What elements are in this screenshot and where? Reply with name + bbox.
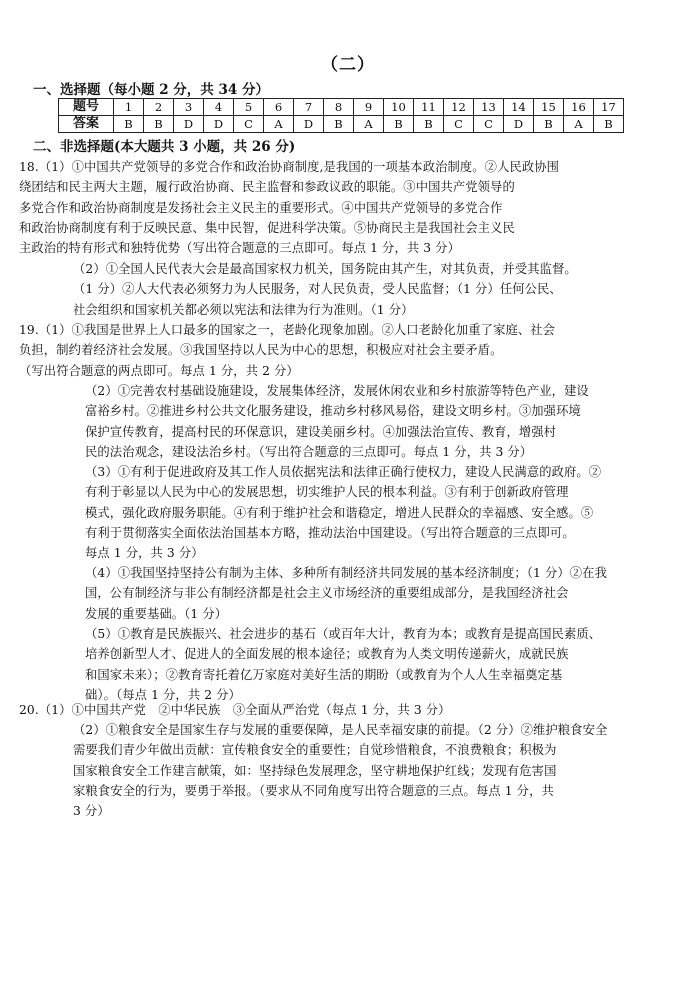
text-line: 主政治的特有形式和独特优势（写出符合题意的三点即可。每点 1 分，共 3 分） bbox=[19, 241, 460, 256]
text-line: 有利于贯彻落实全面依法治国基本方略，推动法治中国建设。（写出符合题意的三点即可。 bbox=[85, 525, 575, 540]
answer-cell: B bbox=[594, 116, 624, 133]
row-label-number: 题号 bbox=[59, 99, 114, 116]
answer-cell: A bbox=[354, 116, 384, 133]
answer-cell: C bbox=[234, 116, 264, 133]
answer-cell: B bbox=[144, 116, 174, 133]
text-line: （5）①教育是民族振兴、社会进步的基石（或百年大计，教育为本；或教育是提高国民素质、 bbox=[85, 627, 602, 641]
text-line: 20.（1）①中国共产党 ②中华民族 ③全面从严治党（每点 1 分，共 3 分） bbox=[19, 703, 451, 717]
text-line: 绕团结和民主两大主题，履行政治协商、民主监督和参政议政的职能。③中国共产党领导的 bbox=[19, 180, 515, 195]
row-label-answer: 答案 bbox=[59, 116, 114, 133]
text-line: 民的法治观念，建设法治乡村。（写出符合题意的三点即可。每点 1 分，共 3 分） bbox=[85, 444, 533, 459]
q18-part2 bbox=[73, 259, 577, 320]
answer-cell: D bbox=[204, 116, 234, 133]
answer-cell: A bbox=[264, 116, 294, 133]
question-number-cell: 12 bbox=[444, 99, 474, 116]
question-number-row bbox=[59, 99, 624, 116]
question-number-cell: 8 bbox=[324, 99, 354, 116]
answer-table bbox=[58, 98, 624, 133]
answer-cell: D bbox=[294, 116, 324, 133]
text-line: 有利于彰显以人民为中心的发展思想，切实维护人民的根本利益。③有利于创新政府管理 bbox=[85, 485, 569, 500]
question-number-cell: 11 bbox=[414, 99, 444, 116]
text-line: 发展的重要基础。（1 分） bbox=[85, 606, 228, 621]
text-line: （2）①完善农村基础设施建设，发展集体经济，发展休闲农业和乡村旅游等特色产业，建设 bbox=[85, 384, 589, 398]
question-number-cell: 17 bbox=[594, 99, 624, 116]
answer-cell: B bbox=[384, 116, 414, 133]
q18-part1 bbox=[19, 157, 559, 258]
question-number-cell: 7 bbox=[294, 99, 324, 116]
answer-cell: C bbox=[444, 116, 474, 133]
q19-part3 bbox=[85, 462, 601, 563]
answer-cell: B bbox=[324, 116, 354, 133]
text-line: 础）。（每点 1 分，共 2 分） bbox=[85, 687, 241, 702]
text-line: 国，公有制经济与非公有制经济都是社会主义市场经济的重要组成部分，是我国经济社会 bbox=[85, 586, 569, 601]
question-number-cell: 9 bbox=[354, 99, 384, 116]
q19-part1 bbox=[19, 320, 555, 381]
text-line: 社会组织和国家机关都必须以宪法和法律为行为准则。（1 分） bbox=[73, 302, 414, 317]
text-line: 多党合作和政治协商制度是发扬社会主义民主的重要形式。④中国共产党领导的多党合作 bbox=[19, 200, 503, 215]
answer-row bbox=[59, 116, 624, 133]
question-number-cell: 2 bbox=[144, 99, 174, 116]
text-line: 保护宣传教育，提高村民的环保意识，建设美丽乡村。④加强法治宣传、教育，增强村 bbox=[85, 424, 557, 439]
text-line: 富裕乡村。②推进乡村公共文化服务建设，推动乡村移风易俗，建设文明乡村。③加强环境 bbox=[85, 404, 581, 419]
question-number-cell: 13 bbox=[474, 99, 504, 116]
text-line: 3 分） bbox=[73, 804, 110, 819]
answer-cell: D bbox=[504, 116, 534, 133]
text-line: 每点 1 分，共 3 分） bbox=[85, 546, 204, 561]
answer-cell: A bbox=[564, 116, 594, 133]
question-number-cell: 14 bbox=[504, 99, 534, 116]
question-number-cell: 5 bbox=[234, 99, 264, 116]
answer-cell: B bbox=[114, 116, 144, 133]
text-line: 国家粮食安全工作建言献策，如：坚持绿色发展理念，坚守耕地保护红线；发现有危害国 bbox=[73, 763, 557, 778]
q19-part2 bbox=[85, 381, 589, 462]
q19-part5 bbox=[85, 624, 601, 705]
text-line: 和政治协商制度有利于反映民意、集中民智，促进科学决策。⑤协商民主是我国社会主义民 bbox=[19, 220, 515, 235]
text-line: 培养创新型人才、促进人的全面发展的根本途径；或教育为人类文明传递薪火，成就民族 bbox=[85, 647, 569, 662]
question-number-cell: 4 bbox=[204, 99, 234, 116]
answer-cell: D bbox=[174, 116, 204, 133]
text-line: （写出符合题意的两点即可。每点 1 分，共 2 分） bbox=[19, 363, 299, 378]
text-line: 模式，强化政府服务职能。④有利于维护社会和谐稳定，增进人民群众的幸福感、安全感。⑤ bbox=[85, 505, 594, 520]
q20-part2 bbox=[73, 720, 607, 821]
question-number-cell: 16 bbox=[564, 99, 594, 116]
text-line: 负担，制约着经济社会发展。③我国坚持以人民为中心的思想，积极应对社会主要矛盾。 bbox=[19, 343, 503, 358]
text-line: 19.（1）①我国是世界上人口最多的国家之一，老龄化现象加剧。②人口老龄化加重了家庭、社会 bbox=[19, 323, 556, 337]
answer-cell: C bbox=[474, 116, 504, 133]
text-line: （1 分）②人大代表必须努力为人民服务，对人民负责，受人民监督；（1 分）任何公民、 bbox=[73, 282, 562, 297]
question-number-cell: 6 bbox=[264, 99, 294, 116]
section-heading-nonchoice: 二、非选择题(本大题共 3 小题，共 26 分) bbox=[33, 139, 296, 155]
question-number-cell: 1 bbox=[114, 99, 144, 116]
text-line: 家粮食安全的行为，要勇于举报。（要求从不同角度写出符合题意的三点。每点 1 分，共 bbox=[73, 783, 554, 798]
question-number-cell: 15 bbox=[534, 99, 564, 116]
q19-part4 bbox=[85, 563, 607, 624]
text-line: （3）①有利于促进政府及其工作人员依据宪法和法律正确行使权力，建设人民满意的政府。② bbox=[85, 465, 602, 479]
text-line: （2）①粮食安全是国家生存与发展的重要保障，是人民幸福安康的前提。（2 分）②维护粮食安全 bbox=[73, 723, 608, 737]
text-line: （4）①我国坚持坚持公有制为主体、多种所有制经济共同发展的基本经济制度；（1 分）②在我 bbox=[85, 566, 607, 580]
section-heading-choice: 一、选择题（每小题 2 分，共 34 分） bbox=[33, 82, 269, 98]
question-number-cell: 10 bbox=[384, 99, 414, 116]
text-line: 18.（1）①中国共产党领导的多党合作和政治协商制度,是我国的一项基本政治制度。②人民政协围 bbox=[19, 160, 560, 174]
answer-cell: B bbox=[534, 116, 564, 133]
page-title: （二） bbox=[321, 55, 375, 75]
question-number-cell: 3 bbox=[174, 99, 204, 116]
q20-part1 bbox=[19, 700, 451, 720]
text-line: （2）①全国人民代表大会是最高国家权力机关，国务院由其产生，对其负责，并受其监督。 bbox=[73, 262, 577, 276]
text-line: 和国家未来）；②教育寄托着亿万家庭对美好生活的期盼（或教育为个人人生幸福奠定基 bbox=[85, 667, 563, 682]
answer-cell: B bbox=[414, 116, 444, 133]
text-line: 需要我们青少年做出贡献：宣传粮食安全的重要性；自觉珍惜粮食，不浪费粮食；积极为 bbox=[73, 743, 557, 758]
